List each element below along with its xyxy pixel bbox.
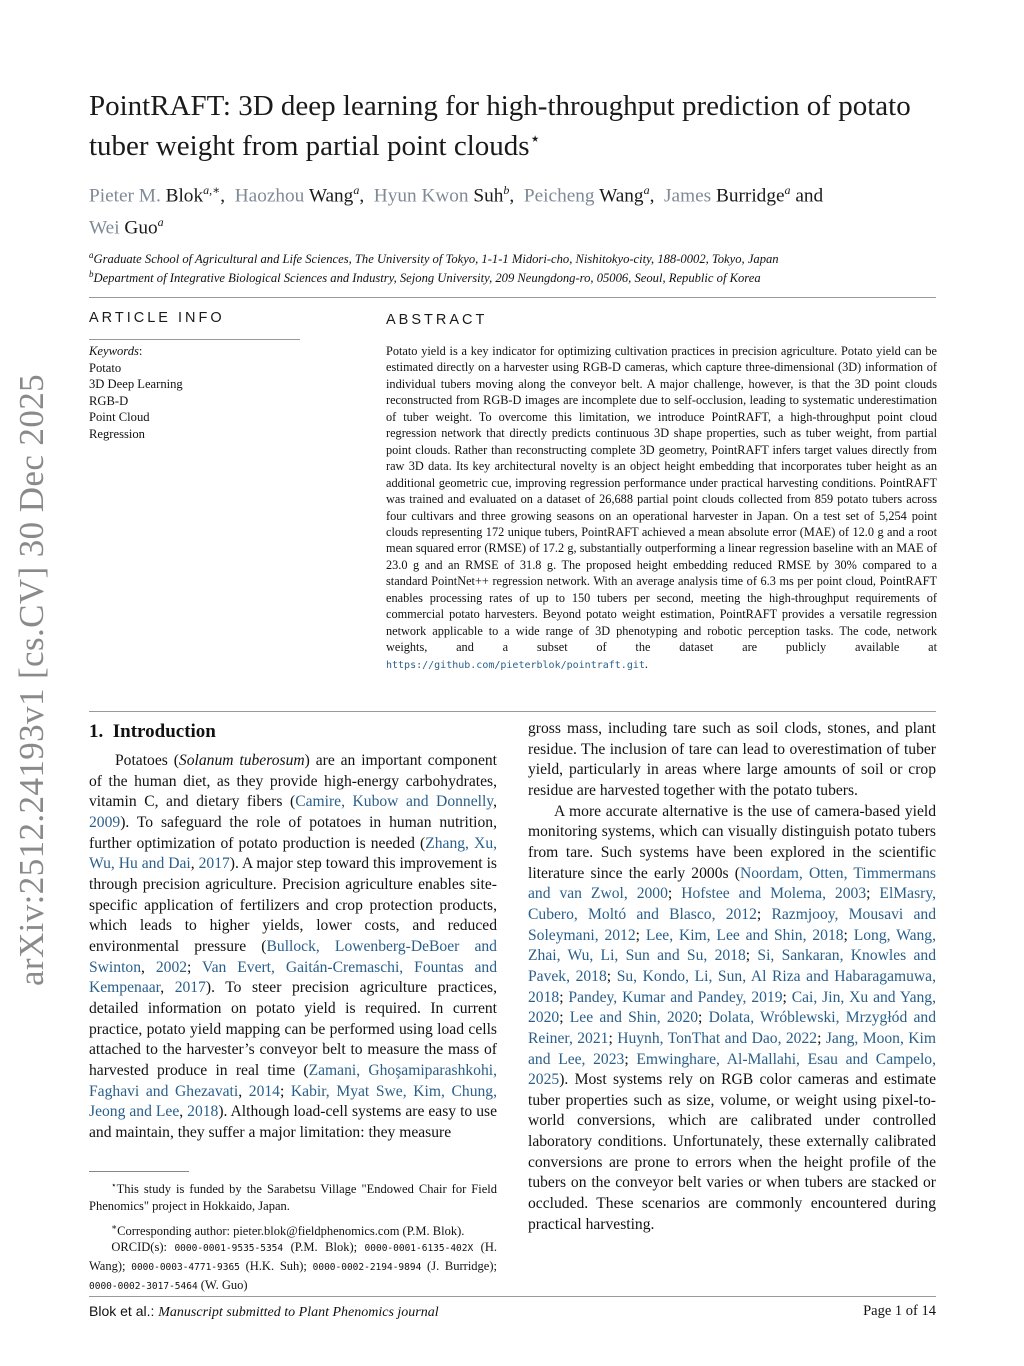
text-run: , — [190, 855, 199, 873]
citation-link[interactable]: Pandey, Kumar and Pandey, 2019 — [568, 988, 783, 1006]
citation-year-link[interactable]: 2017 — [174, 979, 206, 997]
text-run: ) are an important component of the human diet, as they provide high-energy carbohydrates, vitamin C, and dietary fibers ( — [89, 752, 497, 811]
author-1-affil: a,∗ — [203, 183, 221, 197]
text-run: ). To steer precision agriculture practices, detailed information on potato yield is required. In current practice, potato yield mapping can be performed using load cells attached to the harvester’s conveyor belt to measure the mass of harvested produce in real time ( — [89, 979, 498, 1079]
citation-link[interactable]: Si, Sankaran, Knowles and Pavek, 2018 — [528, 947, 937, 985]
citation-link[interactable]: Su, Kondo, Li, Sun, Al Riza and Habaragamuwa, 2018 — [528, 967, 936, 1006]
author-separator: , — [509, 185, 515, 207]
footer-divider — [89, 1296, 936, 1297]
keywords-colon: : — [138, 344, 143, 358]
article-info-heading: ARTICLE INFO — [89, 310, 225, 326]
keywords-label — [89, 343, 309, 360]
arxiv-identifier-stamp — [12, 370, 52, 990]
citation-separator: ; — [817, 1029, 826, 1047]
citation-link[interactable]: Lee, Kim, Lee and Shin, 2018 — [645, 926, 844, 944]
title-footnote-star: ⋆ — [529, 128, 541, 149]
text-run: ). Although load-cell systems are easy to use and maintain, they suffer a major limitation: they measure — [89, 1103, 497, 1141]
author-list — [89, 177, 949, 242]
footnote-divider — [89, 1171, 189, 1172]
abstract-period: . — [644, 656, 648, 671]
orcid-owner: (H. Wang); — [89, 1240, 497, 1274]
text-run: , — [160, 979, 175, 997]
text-run: Potatoes ( — [115, 752, 179, 769]
keyword-item: Point Cloud — [89, 410, 150, 424]
citation-separator: ; — [608, 1029, 618, 1047]
footer-running-title — [89, 1303, 439, 1321]
author-2-affil: a — [353, 183, 360, 197]
citation-link[interactable]: Zamani, Ghoşamiparashkohi, Faghavi and Ghezavati — [89, 1061, 497, 1100]
orcid-id: 0000-0002-2194-9894 — [312, 1262, 422, 1274]
author-1-last: Blok — [165, 185, 204, 207]
citation-link[interactable]: Long, Wang, Zhai, Wu, Li, Sun and Su, 2018 — [528, 926, 936, 965]
orcid-id: 0000-0001-6135-402X — [364, 1243, 474, 1255]
orcid-label: ORCID(s): — [111, 1240, 167, 1255]
citation-link[interactable]: Kabir, Myat Swe, Kim, Chung, Jeong and Lee — [89, 1082, 498, 1121]
text-run: , — [493, 793, 497, 811]
citation-link[interactable]: Razmjooy, Mousavi and Soleymani, 2012 — [528, 905, 936, 944]
article-info-divider — [89, 339, 300, 340]
keyword-item: RGB-D — [89, 393, 129, 408]
section-title: Introduction — [112, 721, 216, 742]
author-6-last: Guo — [124, 217, 158, 239]
orcid-id: 0000-0002-3017-5464 — [89, 1280, 198, 1292]
footnote-asterisk-mark: ∗ — [111, 1221, 118, 1232]
citation-link[interactable]: Noordam, Otten, Timmermans and van Zwol, 2000 — [528, 864, 936, 903]
paper-title-text: PointRAFT: 3D deep learning for high-throughput prediction of potato tuber weight from partial point clouds — [89, 90, 911, 162]
citation-link[interactable]: Hofstee and Molema, 2003 — [681, 885, 867, 903]
text-run: , — [141, 958, 156, 976]
citation-link[interactable]: Dolata, Wróblewski, Mrzygłód and Reiner, 2021 — [528, 1009, 937, 1047]
citation-separator: ; — [559, 988, 569, 1006]
text-run: , — [179, 1103, 188, 1121]
author-5-first: James — [664, 185, 712, 207]
orcid-id: 0000-0001-9535-5354 — [174, 1243, 284, 1255]
text-run: ). To safeguard the role of potatoes in human nutrition, further optimization of potato production is needed ( — [89, 813, 497, 852]
intro-paragraph-1 — [89, 751, 497, 1143]
text-run: ; — [279, 1082, 291, 1100]
author-6-affil: a — [157, 215, 164, 230]
citation-separator: ; — [866, 885, 880, 903]
footnote-corresponding — [89, 1219, 497, 1296]
footer-authors: Blok et al. — [89, 1303, 151, 1319]
paper-title — [89, 86, 959, 166]
author-1-first: Pieter M. — [89, 185, 161, 207]
author-3-last: Suh — [473, 185, 504, 207]
keywords-label-text: Keywords — [89, 344, 139, 358]
citation-separator: ; — [698, 1009, 709, 1027]
affiliation-a-mark: a — [89, 250, 94, 260]
author-and: and — [795, 185, 824, 207]
citation-year-link[interactable]: 2002 — [155, 958, 188, 976]
abstract-divider — [89, 711, 936, 712]
footnotes — [89, 1177, 497, 1296]
affiliation-b-text: Department of Integrative Biological Sciences and Industry, Sejong University, 209 Neungdong-ro, 05006, Seoul, Republic of Korea — [93, 271, 761, 286]
code-repository-link[interactable]: https://github.com/pieterblok/pointraft.git — [386, 659, 645, 671]
text-run: ). Most systems rely on RGB color cameras and estimate tuber properties such as size, volume, or weight using pixel-to-world conversions, which are calibrated under controlled laboratory conditions. Unfortunately, these externally calibrated conversions are prone to errors when the height profile of the tubers on the conveyor belt varies or when tubers are stacked or occluded. These scenarios are commonly encountered during practical harvesting. — [528, 1071, 936, 1233]
footnote-funding — [89, 1177, 497, 1215]
affiliation-b — [89, 265, 949, 287]
author-4-last: Wang — [599, 185, 644, 207]
section-number: 1. — [89, 721, 104, 742]
citation-year-link[interactable]: 2014 — [248, 1082, 280, 1100]
page-number: Page 1 of 14 — [863, 1303, 936, 1319]
citation-link[interactable]: Emwinghare, Al-Mallahi, Esau and Campelo, 2025 — [528, 1050, 936, 1089]
citation-link[interactable]: Cai, Jin, Xu and Yang, 2020 — [528, 988, 937, 1027]
citation-link[interactable]: Van Evert, Gaitán-Cremaschi, Fountas and Kempenaar — [89, 958, 497, 997]
species-name: Solanum tuberosum — [178, 752, 305, 769]
keyword-item: 3D Deep Learning — [89, 377, 183, 391]
author-3-first: Hyun Kwon — [373, 185, 469, 207]
citation-link[interactable]: Huynh, TonThat and Dao, 2022 — [617, 1029, 818, 1047]
affiliation-b-mark: b — [89, 269, 94, 279]
citation-separator: ; — [635, 926, 646, 944]
intro-paragraph-1-continued: gross mass, including tare such as soil clods, stones, and plant residue. The inclusion of tare can lead to overestimation of tuber yield, particularly in areas where large amounts of soil or crop residue are harvested together with the potato tubers. — [528, 720, 936, 799]
author-6-first: Wei — [89, 217, 120, 239]
citation-separator: ; — [843, 926, 854, 944]
citation-separator: ; — [667, 885, 682, 903]
citation-link[interactable]: Jang, Moon, Kim and Lee, 2023 — [528, 1029, 937, 1068]
author-2-first: Haozhou — [234, 185, 305, 207]
orcid-owner: (H.K. Suh); — [239, 1259, 313, 1274]
citation-separator: ; — [745, 947, 758, 965]
author-4-first: Peicheng — [523, 185, 595, 207]
arxiv-identifier-text: arXiv:2512.24193v1 [cs.CV] 30 Dec 2025 — [12, 373, 52, 987]
citation-link[interactable]: Bullock, Lowenberg-DeBoer and Swinton — [89, 937, 497, 976]
affiliation-a-text: Graduate School of Agricultural and Life Sciences, The University of Tokyo, 1-1-1 Midori-cho, Nishitokyo-city, 188-0002, Tokyo, Japan — [93, 252, 779, 267]
header-divider — [89, 297, 936, 298]
footer-venue: Manuscript submitted to Plant Phenomics journal — [158, 1305, 439, 1320]
abstract-heading: ABSTRACT — [386, 312, 488, 328]
citation-link[interactable]: Lee and Shin, 2020 — [569, 1009, 699, 1027]
citation-separator: ; — [624, 1050, 637, 1068]
corresponding-author-text: Corresponding author: pieter.blok@fieldphenomics.com (P.M. Blok). — [117, 1223, 465, 1238]
citation-separator: ; — [559, 1009, 570, 1027]
text-run: , — [238, 1082, 249, 1100]
orcid-owner: (W. Guo) — [197, 1277, 248, 1292]
citation-link[interactable]: ElMasry, Cubero, Moltó and Blasco, 2012 — [528, 885, 937, 923]
right-column-text — [528, 719, 936, 1235]
citation-link[interactable]: Camire, Kubow and Donnelly — [295, 793, 494, 811]
citation-list — [528, 865, 936, 1089]
footer-colon: : — [150, 1303, 159, 1319]
keywords-block — [89, 343, 309, 442]
intro-paragraph-2 — [528, 802, 936, 1236]
author-3-affil: b — [503, 183, 510, 197]
author-4-affil: a — [643, 183, 650, 197]
citation-separator: ; — [606, 967, 617, 985]
footnote-funding-text: This study is funded by the Sarabetsu Village "Endowed Chair for Field Phenomics" project in Hokkaido, Japan. — [89, 1182, 497, 1213]
abstract-text: Potato yield is a key indicator for optimizing cultivation practices in precision agriculture. Potato yield can be estimated directly on a harvester using RGB-D cameras, which capture three-dimensional (3D) information of individual tubers moving along the conveyor belt. A major challenge, however, is that the 3D point clouds reconstructed from RGB-D images are incomplete due to self-occlusion, leading to systematic underestimation of tuber weight. To overcome this limitation, we introduce PointRAFT, a high-throughput point cloud regression network that directly predicts continuous 3D shape properties, such as tuber weight, from partial point clouds. Rather than reconstructing complete 3D geometry, PointRAFT infers target values directly from raw 3D data. Its key architectural novelty is an object height embedding that incorporates tuber height as an additional geometric cue, improving regression performance under practical harvesting conditions. PointRAFT was trained and evaluated on a dataset of 26,688 partial point clouds collected from 859 potato tubers across four cultivars and three growing seasons on an operational harvester in Japan. On a test set of 5,254 point clouds representing 172 unique tubers, PointRAFT achieved a mean absolute error (MAE) of 12.0 g and a root mean squared error (RMSE) of 17.2 g, substantially outperforming a linear regression baseline with an MAE of 23.0 g and an RMSE of 31.8 g. The proposed height embedding reduced RMSE by 30% compared to a standard PointNet++ regression network. With an average analysis time of 6.3 ms per point cloud, PointRAFT enables processing rates of up to 150 tubers per second, meeting the high-throughput requirements of commercial potato harvesters. Beyond potato weight estimation, PointRAFT provides a versatile regression network applicable to a wide range of 3D phenotyping and robotic perception tasks. The code, network weights, and a subset of the dataset are publicly available at — [386, 344, 937, 655]
author-separator: , — [359, 185, 365, 207]
abstract-body — [386, 343, 937, 674]
citation-year-link[interactable]: 2017 — [198, 855, 230, 873]
keyword-item: Potato — [89, 360, 122, 375]
keyword-item: Regression — [89, 426, 145, 441]
citation-year-link[interactable]: 2009 — [89, 813, 121, 831]
citation-separator: ; — [782, 988, 792, 1006]
orcid-owner: (P.M. Blok); — [283, 1240, 365, 1255]
author-5-affil: a — [784, 183, 791, 197]
left-column-text — [89, 751, 497, 1143]
text-run: ; — [187, 958, 203, 976]
citation-link[interactable]: Zhang, Xu, Wu, Hu and Dai — [89, 834, 498, 873]
section-heading-introduction — [89, 721, 216, 743]
orcid-owner: (J. Burridge); — [421, 1259, 497, 1274]
author-2-last: Wang — [308, 185, 354, 207]
author-separator: , — [220, 185, 226, 207]
footnote-star-mark: ⋆ — [111, 1180, 117, 1190]
citation-year-link[interactable]: 2018 — [187, 1103, 219, 1121]
text-run: ). A major step toward this improvement is through precision agriculture. Precision agriculture enables site-specific application of fertilizers and crop protection products, which leads to higher yields, lower costs, and reduced environmental pressure ( — [89, 855, 497, 955]
author-5-last: Burridge — [715, 185, 785, 207]
author-separator: , — [649, 185, 655, 207]
citation-separator: ; — [756, 905, 772, 923]
text-run: A more accurate alternative is the use of camera-based yield monitoring systems, which can visually distinguish potato tubers from tare. Such systems have been explored in the scientific literature since the early 2000s ( — [528, 802, 936, 882]
orcid-id: 0000-0003-4771-9365 — [131, 1262, 240, 1274]
